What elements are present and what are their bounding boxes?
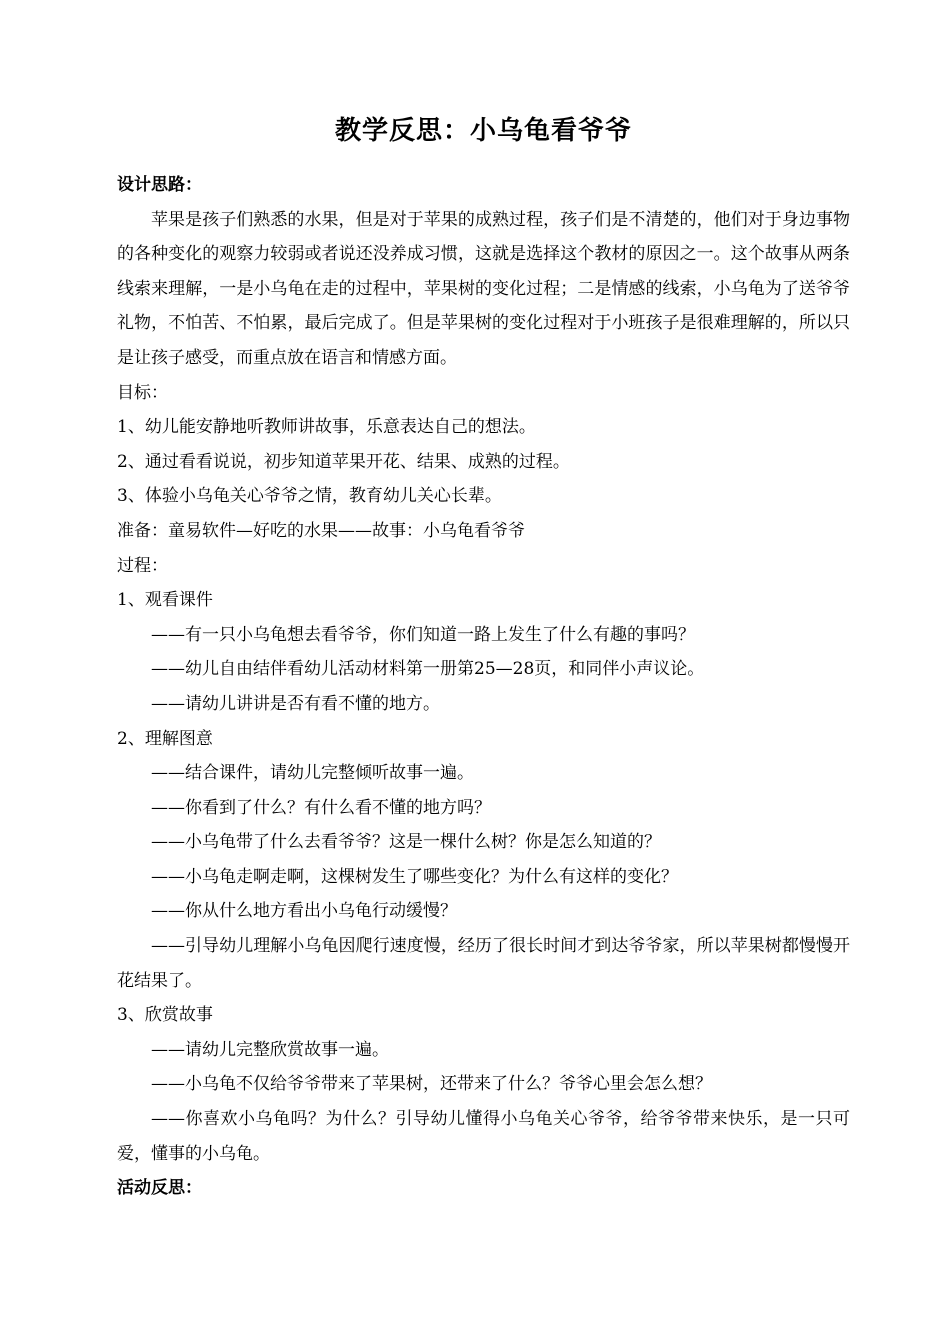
step-item-wrapped: ——引导幼儿理解小乌龟因爬行速度慢，经历了很长时间才到达爷爷家，所以苹果树都慢慢开花结果了。 [117, 936, 850, 991]
goal-item: 1、幼儿能安静地听教师讲故事，乐意表达自己的想法。 [117, 417, 536, 438]
reflection-heading: 活动反思： [117, 1178, 202, 1199]
design-paragraph: 苹果是孩子们熟悉的水果，但是对于苹果的成熟过程，孩子们是不清楚的，他们对于身边事物的各种变化的观察力较弱或者说还没养成习惯，这就是选择这个教材的原因之一。这个故事从两条线索来理解，一是小乌龟在走的过程中，苹果树的变化过程；二是情感的线索，小乌龟为了送爷爷礼物，不怕苦、不怕累，最后完成了。但是苹果树的变化过程对于小班孩子是很难理解的，所以只是让孩子感受，而重点放在语言和情感方面。 [117, 209, 850, 368]
step-item-wrapped: ——你喜欢小乌龟吗？为什么？引导幼儿懂得小乌龟关心爷爷，给爷爷带来快乐，是一只可爱，懂事的小乌龟。 [117, 1109, 850, 1164]
step-item: ——小乌龟走啊走啊，这棵树发生了哪些变化？为什么有这样的变化？ [151, 866, 678, 887]
step-item: ——你看到了什么？有什么看不懂的地方吗？ [151, 797, 491, 818]
step-title: 3、欣赏故事 [117, 1005, 213, 1026]
step-item: ——你从什么地方看出小乌龟行动缓慢？ [151, 901, 457, 922]
step-item: ——幼儿自由结伴看幼儿活动材料第一册第25—28页，和同伴小声议论。 [151, 659, 705, 680]
step-item: ——请幼儿完整欣赏故事一遍。 [151, 1039, 389, 1060]
design-heading: 设计思路： [117, 175, 202, 195]
document-title: 教学反思：小乌龟看爷爷 [334, 116, 632, 146]
step-item: ——结合课件，请幼儿完整倾听故事一遍。 [151, 763, 474, 784]
document-page [117, 108, 850, 1206]
step-item: ——有一只小乌龟想去看爷爷，你们知道一路上发生了什么有趣的事吗？ [151, 624, 695, 645]
goals-heading: 目标： [117, 382, 168, 403]
step-title: 1、观看课件 [117, 590, 213, 611]
goal-item: 3、体验小乌龟关心爷爷之情，教育幼儿关心长辈。 [117, 486, 502, 507]
step-item: ——小乌龟不仅给爷爷带来了苹果树，还带来了什么？爷爷心里会怎么想？ [151, 1074, 712, 1095]
step-item: ——小乌龟带了什么去看爷爷？这是一棵什么树？你是怎么知道的？ [151, 832, 661, 853]
process-heading: 过程： [117, 555, 168, 576]
step-title: 2、理解图意 [117, 728, 213, 749]
step-item: ——请幼儿讲讲是否有看不懂的地方。 [151, 693, 440, 714]
goal-item: 2、通过看看说说，初步知道苹果开花、结果、成熟的过程。 [117, 451, 570, 472]
preparation-line: 准备：童易软件—好吃的水果——故事：小乌龟看爷爷 [117, 520, 525, 541]
